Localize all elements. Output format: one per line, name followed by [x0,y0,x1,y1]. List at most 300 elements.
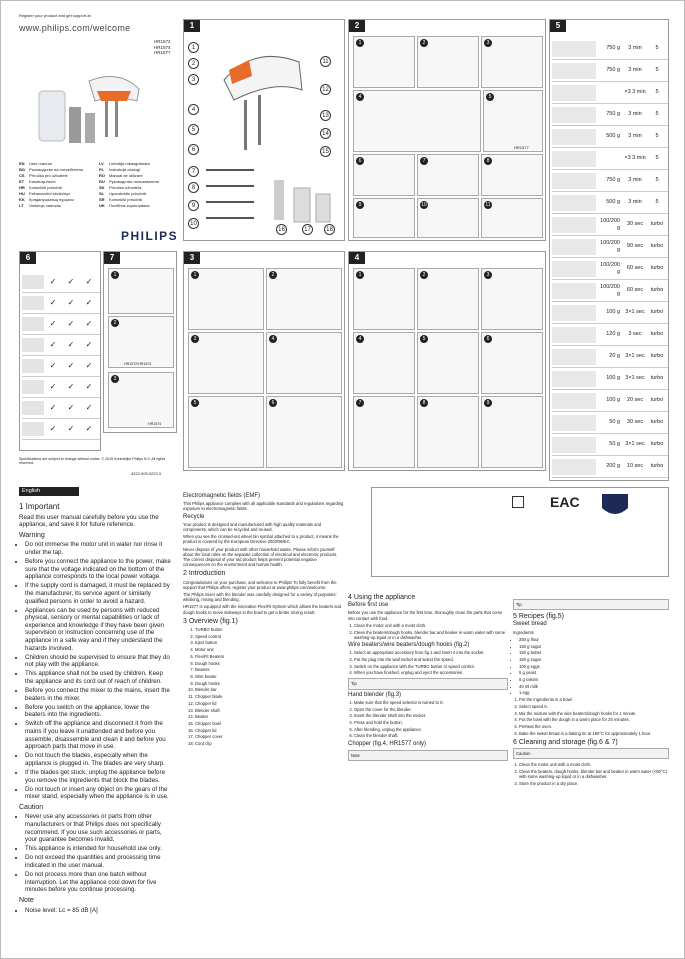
list-item: 3. Insert the blender shaft into the socket. [354,713,508,718]
recipe-row [552,434,668,456]
recipe-time: 10 sec [626,463,644,470]
lang-item: HU Felhasználói kézikönyv [19,191,71,196]
recipe-row [552,82,668,104]
lang-item: SL Uporabniški priročnik [99,191,147,196]
section-4-tag: 4 [349,252,365,264]
callout-8: 8 [188,182,199,193]
recipe-time: 3×1 sec [625,353,645,360]
mixer-drawing [214,40,314,160]
using-column [348,591,508,764]
caution-box: Caution [513,748,669,759]
step-cell: 8 [417,396,479,468]
step-cell: 9 [353,198,415,238]
section-6-tag: 6 [20,252,36,264]
callout-18: 18 [324,224,335,235]
recipe-time: 3 min [628,133,642,140]
recipe-time: 60 sec [626,287,644,294]
recipe-row [552,390,668,412]
recipes-column [513,596,669,788]
callout-1: 1 [188,42,199,53]
check-icon: ✓ [49,382,57,391]
recipe-amount: 100/200 g [600,217,620,231]
list-item: 15. Chopper bowl [195,721,345,726]
list-item: 1. TURBO button [195,627,345,632]
list-item: 5. FlexiFit Beaters [195,654,345,659]
lang-item: RU Руководство пользователя [99,179,159,184]
fig-7 [103,251,177,433]
list-item: 4. Press and hold the button. [354,720,508,725]
model-hr1572: HR1572 [154,39,171,44]
callout-10: 10 [188,218,199,229]
lang-item: BG Ръководство на потребителя [19,167,83,172]
emf-text: This Philips appliance complies with all applicable standards and regulations regarding exposure to electromagnetic fields. [183,501,344,512]
recipe-row [552,60,668,82]
check-icon: ✓ [67,298,75,307]
list-item: 4. When you have finished, unplug and eject the accessories. [354,670,508,675]
list-item: 2. Clean the beaters, dough hooks, blender bar and beaker in warm water (<60°C) with some washing-up liquid or in a dishwasher. [519,769,669,779]
list-item: • 150 g butter [519,650,669,655]
list-item: 14. Beaker [195,714,345,719]
step-cell: 1 [353,268,415,330]
recipe-row [552,148,668,170]
intro-p1: Congratulations on your purchase, and welcome to Philips! To fully benefit from the support that Philips offers, register your product at www.philips.com/welcome. [183,579,337,590]
fig-5-recipe-table [549,19,669,481]
list-item: 11. Chopper blade [195,694,345,699]
warning-heading: Warning [19,531,45,539]
recycle-p1: Your product is designed and manufactured with high quality materials and components, which can be recycled and reused. [183,521,322,533]
product-image [19,61,149,151]
list-item: 5. After blending, unplug the appliance. [354,727,508,732]
part-icon [22,401,44,415]
list-item: • Noise level: Lc = 85 dB [A] [25,907,171,915]
before-first-use-text: Before you use the appliance for the first time, thoroughly clean the parts that come into contact with food. [348,610,503,621]
step-cell: 9 [481,396,543,468]
list-item: • Before you connect the mixer to the mains, insert the beaters in the mixer. [25,687,171,702]
step-cell: 4 [266,332,342,394]
check-icon: ✓ [49,340,57,349]
fig-6-compat [19,251,101,451]
recipe-time: 3 min [628,111,642,118]
wire-steps [348,650,508,675]
step-cell: 2 [108,316,174,368]
callout-9: 9 [188,200,199,211]
register-text: Register your product and get support at [19,13,91,18]
list-item: 5. Preheat the oven. [519,724,669,729]
list-item: 1. Make sure that the speed selector is turned to 0. [354,700,508,705]
list-item: 3. Switch on the appliance with the TURBO button or speed control. [354,664,508,669]
recipe-amount: 20 g [609,353,620,360]
chopper-heading: Chopper (fig.4, HR1577 only) [348,740,427,747]
step-cell: 3 [481,36,543,88]
part-icon [22,317,44,331]
fig-label: HR1574 [148,422,162,426]
ingredient-icon [552,151,596,167]
tip-box: Tip [513,599,669,610]
recipe-row [552,456,668,478]
recipe-speed: turbo [650,309,664,316]
list-item: 2. Speed control [195,634,345,639]
model-hr1574: HR1574 [154,44,171,50]
list-item: 6. Dough hooks [195,661,345,666]
lang-item: PL Instrukcja obsługi [99,167,140,172]
recipe-amount: 100 g [606,309,620,316]
compat-row [22,272,100,293]
compat-row [22,419,100,440]
recipe-speed: turbo [650,265,664,272]
step-cell: 6 [266,396,342,468]
recipe-amount: 500 g [606,133,620,140]
recipe-speed: 5 [655,199,659,206]
recipe-row [552,258,668,280]
recipe-speed: 5 [655,45,659,52]
before-first-use-heading: Before first use [348,602,389,609]
callout-3: 3 [188,74,199,85]
wire-heading: Wire beaters/wire beaters/dough hooks (fig.2) [348,641,470,648]
recipe-time: 3×1 sec [625,309,645,316]
step-cell: 1 [108,268,174,314]
recipe-speed: turbo [650,375,664,382]
certification-box [371,487,669,577]
list-item: 9. Dough hooks [195,681,345,686]
recipe-time: 60 sec [626,265,644,272]
recipe-amount: 100/200 g [600,239,620,253]
caution-list [19,813,171,893]
check-icon: ✓ [67,277,75,286]
fig-2 [348,19,546,241]
callout-12: 12 [320,84,331,95]
list-item: 13. Blender shaft [195,708,345,713]
ingredient-icon [552,415,596,431]
list-item: 10. Blender bar [195,687,345,692]
recipe-amount: 50 g [609,419,620,426]
list-item: 3. Eject button [195,640,345,645]
list-item: • Do not process more than one batch without interruption. Let the appliance cool down for five minutes before you continue processing. [25,871,171,894]
ingredient-icon [552,305,596,321]
list-item: • 5 g yeast [519,670,669,675]
part-icon [22,380,44,394]
lang-item: LV Lietotāja rokasgrāmata [99,161,150,166]
callout-6: 6 [188,144,199,155]
lang-item: SK Príručka užívateľa [99,185,142,190]
warning-list [19,541,171,801]
recipe-speed: 5 [655,67,659,74]
recipe-row [552,324,668,346]
cleaning-heading: 6 Cleaning and storage (fig.6 & 7) [513,738,618,746]
lang-item: CS Příručka pro uživatele [19,173,68,178]
intro-p2: The Philips mixer with the blender was carefully designed for a variety of purposes: whisking, mixing and blending. [183,592,337,603]
step-cell: 1 [353,36,415,88]
ingredient-icon [552,283,596,299]
callout-13: 13 [320,110,331,121]
recycle-heading: Recycle [183,513,205,520]
recipe-time: 3 min [628,45,642,52]
step-cell: 7 [417,154,479,196]
recipe-title: Sweet bread [513,621,547,628]
intro-heading: 2 Introduction [183,570,226,578]
compat-row [22,398,100,419]
callout-16: 16 [276,224,287,235]
fig-4 [348,251,546,471]
part-icon [22,422,44,436]
step-cell: 5 [188,396,264,468]
important-intro: Read this user manual carefully before you use the appliance, and save it for future reference. [19,513,159,529]
check-icon: ✓ [49,424,57,433]
recipe-amount: 750 g [606,45,620,52]
list-item: • Do not exceed the quantities and processing time indicated in the user manual. [25,854,171,869]
recipes-heading: 5 Recipes (fig.5) [513,613,564,621]
recipe-speed: turbo [650,331,664,338]
check-icon: ✓ [85,277,93,286]
step-cell: 1 [188,268,264,330]
list-item: • This appliance shall not be used by children. Keep the appliance and its cord out of reach of children. [25,670,171,685]
list-item: 4. Motor unit [195,647,345,652]
ingredient-icon [552,371,596,387]
recipe-time: 90 sec [626,243,644,250]
check-icon: ✓ [85,361,93,370]
fig-3 [183,251,345,471]
step-cell: 8 [481,154,543,196]
recipe-row [552,214,668,236]
section-7-tag: 7 [104,252,120,264]
check-icon: ✓ [49,361,57,370]
recipe-amount: 500 g [606,199,620,206]
list-item: 17. Chopper cover [195,734,345,739]
ingredient-icon [552,261,596,277]
recipe-time: 3 sec [628,331,642,338]
blender-steps [348,700,508,739]
check-icon: ✓ [67,340,75,349]
list-item: • 150 g sugar [519,657,669,662]
compat-rows [22,272,100,440]
middle-column [183,491,345,748]
recipe-row [552,412,668,434]
list-item: 18. Cord clip [195,741,345,746]
list-item: 6. Bake the sweet bread in a baking tin at 180°C for approximately 1 hour. [519,731,669,736]
ingredient-icon [552,173,596,189]
lang-item: RO Manual de utilizare [99,173,143,178]
recipe-time: 20 sec [626,397,644,404]
compat-row [22,293,100,314]
tip-box: Tip [348,678,508,689]
list-item: 2. Clean the beaters/dough hooks, blender bar and beaker in warm water with some washing-up liquid or in a dishwasher. [354,630,508,640]
recipe-time: 30 sec [626,221,644,228]
list-item: 2. Open the cover for the blender. [354,707,508,712]
recipe-row [552,192,668,214]
caution-heading: Caution [19,803,44,811]
step-cell: 6 [481,332,543,394]
callout-7: 7 [188,166,199,177]
part-icon [22,338,44,352]
recipe-row [552,104,668,126]
list-item: • Before you switch on the appliance, lower the beaters into the ingredients. [25,704,171,719]
using-heading: 4 Using the appliance [348,594,416,601]
check-icon: ✓ [85,340,93,349]
lang-item: UK Посібник користувача [99,203,150,208]
list-item: 1. Select an appropriate accessory from fig.1 and insert it into the socket. [354,650,508,655]
step-cell: 6 [353,154,415,196]
eac-mark-icon: EAC [550,494,580,510]
list-item: 1. Put the ingredients in a bowl. [519,697,669,702]
recipe-speed: turbo [650,353,664,360]
compat-row [22,377,100,398]
list-item: • 150 g sugar [519,644,669,649]
recipe-amount: 100/200 g [600,283,620,297]
lang-item: SR Korisnički priručnik [99,197,143,202]
list-item: 1. Clean the motor unit with a moist cloth. [519,762,669,767]
list-item: 6. Clean the blender shaft. [354,733,508,738]
important-column [19,499,171,916]
lang-item: EN User manual [19,161,52,166]
recipe-time: 3×1 sec [625,375,645,382]
step-cell: 3 [481,268,543,330]
check-icon: ✓ [49,403,57,412]
recipe-row [552,368,668,390]
check-icon: ✓ [67,424,75,433]
part-icon [22,275,44,289]
philips-url[interactable]: www.philips.com/welcome [19,23,131,33]
list-item: • Do not touch or insert any object on the gears of the mixer stand, especially when the appliance is in use. [25,786,171,801]
recipe-amount: 100 g [606,397,620,404]
recipe-amount: 100 g [606,375,620,382]
list-item: 2. Put the plug into the wall socket and select the speed. [354,657,508,662]
list-item: 7. Beaters [195,667,345,672]
list-item: 3. Mix the mixture with the wire beaters/dough hooks for 1 minute. [519,711,669,716]
check-icon: ✓ [49,298,57,307]
section-3-tag: 3 [184,252,200,264]
note-list [19,907,171,915]
step-cell: 4 [353,332,415,394]
ingredient-icon [552,459,596,475]
ingredient-icon [552,217,596,233]
ingredient-icon [552,195,596,211]
callout-17: 17 [302,224,313,235]
recipe-steps [513,697,669,736]
ingredients-heading: Ingredients [513,629,534,635]
recipe-amount: 750 g [606,111,620,118]
lang-item: HR Korisnički priručnik [19,185,63,190]
recipe-time: ×3 3 min [624,89,646,96]
square-symbol-icon [512,496,524,508]
recipe-speed: 5 [655,133,659,140]
compat-row [22,314,100,335]
list-item: • 100 g eggs [519,664,669,669]
step-cell: 2 [266,268,342,330]
intro-p3: HR1577 is equipped with the innovative FlexiFit System which allows the beaters and dough hooks to move sideways in the bowl to get a better mixing result. [183,604,342,615]
ingredient-icon [552,349,596,365]
lang-item: KK Қолданушының нұсқасы [19,197,75,202]
doc-code: 4222.005.0223.3 [131,471,162,476]
list-item: 8. Wire beater [195,674,345,679]
list-item: • 40 ml milk [519,684,669,689]
step-cell: 11 [481,198,543,238]
recipe-time: 3 min [628,67,642,74]
list-item: • Do not touch the blades, especially when the appliance is plugged in. The blades are very sharp. [25,752,171,767]
ingredient-icon [552,239,596,255]
language-list-right [99,161,173,209]
list-item: • Do not immerse the motor unit in water nor rinse it under the tap. [25,541,171,556]
blender-heading: Hand blender (fig.3) [348,691,402,698]
check-icon: ✓ [67,382,75,391]
note-heading: Note [19,896,34,904]
philips-shield-icon [600,492,630,518]
list-item: • Before you connect the appliance to the power, make sure that the voltage indicated on the bottom of the appliance corresponds to the local power voltage. [25,558,171,581]
part-icon [22,359,44,373]
list-item: 1. Clean the motor unit with a moist cloth. [354,623,508,628]
recipe-time: 30 sec [626,419,644,426]
model-hr1577: HR1577 [154,50,171,56]
callout-2: 2 [188,58,199,69]
recipe-speed: turbo [650,463,664,470]
compat-row [22,335,100,356]
accessories-drawing [194,160,334,238]
recipe-speed: turbo [650,419,664,426]
recipe-amount: 750 g [606,177,620,184]
recipe-row [552,170,668,192]
recipe-speed: 5 [655,177,659,184]
list-item: • Children should be supervised to ensure that they do not play with the appliance. [25,654,171,669]
list-item: • Appliances can be used by persons with reduced physical, sensory or mental capabilities or lack of experience and knowledge if they have been given supervision or instruction concerning use of the appliance in a safe way and if they understand the hazards involved. [25,607,171,653]
overview-heading: 3 Overview (fig.1) [183,617,238,625]
english-tag: English [19,487,79,496]
ingredient-icon [552,85,596,101]
ingredient-icon [552,41,596,57]
recipe-time: 3 min [628,177,642,184]
recipe-time: 3×1 sec [625,441,645,448]
callout-4: 4 [188,104,199,115]
check-icon: ✓ [49,319,57,328]
check-icon: ✓ [85,298,93,307]
list-item: 2. Select speed 5. [519,704,669,709]
lang-item: LT Vartotojo vadovas [19,203,61,208]
list-item: • Never use any accessories or parts from other manufacturers or that Philips does not specifically recommend. If you use such accessories or parts, your guarantee becomes invalid. [25,813,171,843]
ingredient-icon [552,327,596,343]
cleaning-steps [513,762,669,786]
list-item: • This appliance is intended for household use only. [25,845,171,853]
check-icon: ✓ [85,403,93,412]
fig-1-overview [183,19,345,241]
recipe-amount: 50 g [609,441,620,448]
list-item: 12. Chopper lid [195,701,345,706]
check-icon: ✓ [49,277,57,286]
step-cell: 3 [108,372,174,428]
recipe-speed: 5 [655,155,659,162]
list-item: • 1 egg [519,690,669,695]
recipe-row [552,38,668,60]
recipe-speed: turbo [650,441,664,448]
step-cell: 5 [483,90,543,152]
recipe-rows [552,38,668,478]
recipe-row [552,236,668,258]
check-icon: ✓ [67,361,75,370]
recipe-speed: turbo [650,287,664,294]
model-list [154,39,171,56]
list-item: • If the blades get stuck, unplug the appliance before you remove the ingredients that block the blades. [25,769,171,784]
note-box: Note [348,750,508,761]
ingredient-icon [552,107,596,123]
ingredient-icon [552,129,596,145]
ingredient-icon [552,63,596,79]
recipe-amount: 200 g [606,463,620,470]
check-icon: ✓ [85,319,93,328]
step-cell: 7 [353,396,415,468]
recycle-p3: Never dispose of your product with other household waste. Please inform yourself about the local rules on the separate collection of electrical and electronic products. The correct disposal of your old product helps prevent potential negative consequences on the environment and human health. [183,546,338,568]
recipe-row [552,302,668,324]
recipe-speed: 5 [655,111,659,118]
step-cell: 2 [417,36,479,88]
callout-11: 11 [320,56,331,67]
recipe-time: ×3 3 min [624,155,646,162]
step-cell: 2 [417,268,479,330]
